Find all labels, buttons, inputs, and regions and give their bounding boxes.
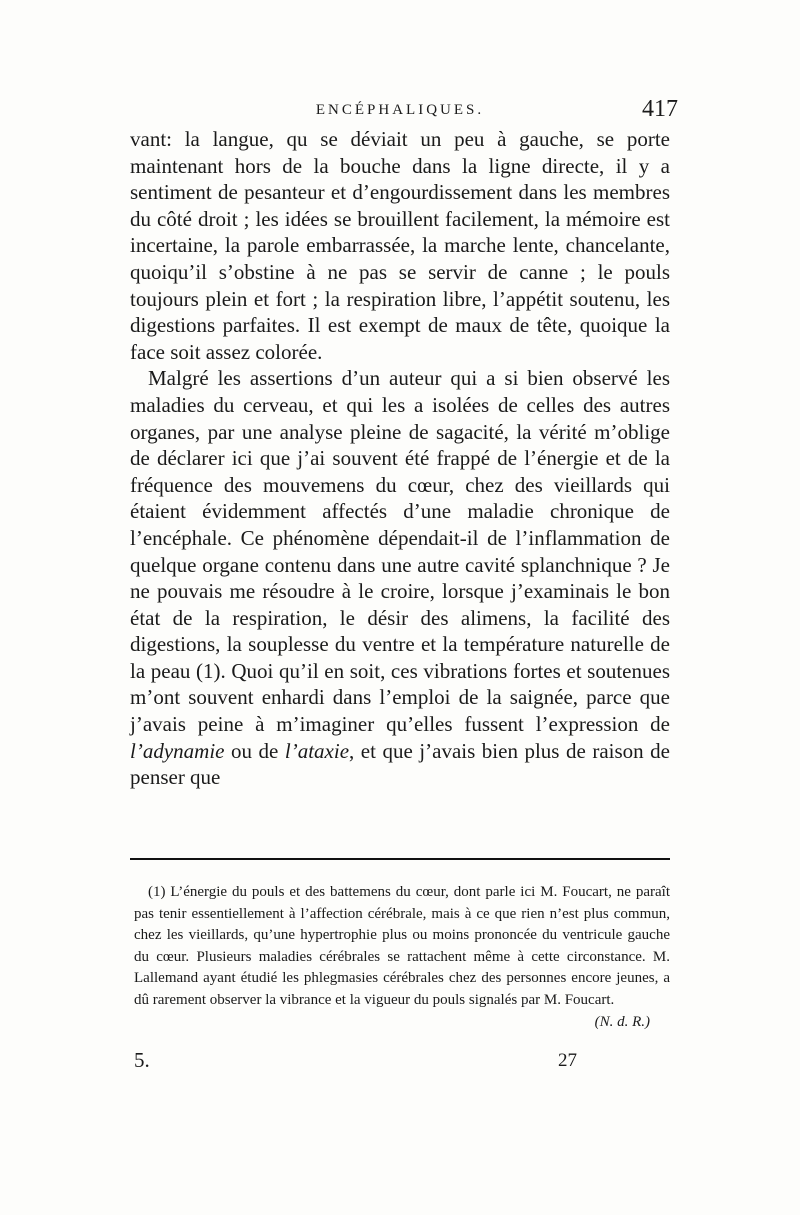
footnote-divider [130, 858, 670, 860]
paragraph-text: Malgré les assertions d’un auteur qui a si bien observé les maladies du cerveau, et qui les a isolées de celles des autres organes, par une analyse pleine de sagacité, la vérité m’oblige de déclarer ici que j’ai souvent été frappé de l’énergie et de la fréquence des mouvemens du cœur, chez des vieillards qui étaient évidemment affectés d’une maladie chronique de l’encéphale. Ce phénomène dépendait-il de l’inflammation de quelque organe contenu dans une autre cavité splanchnique ? Je ne pouvais me résoudre à le croire, lorsque j’examinais le bon état de la respiration, le désir des alimens, la facilité des digestions, la souplesse du ventre et la température naturelle de la peau (1). Quoi qu’il en soit, ces vibrations fortes et soutenues m’ont souvent enhardi dans l’emploi de la saignée, parce que j’avais peine à m’imaginer qu’elles fussent l’expression de [130, 366, 670, 737]
italic-term: l’ataxie [284, 738, 350, 763]
paragraph-text: , et que j’avais bien plus de raison de penser que [130, 738, 671, 790]
running-title: ENCÉPHALIQUES. [315, 102, 485, 118]
editor-signature: (N. d. R.) [594, 1013, 650, 1030]
body-text [130, 126, 670, 791]
paragraph-text: ou de [224, 738, 285, 763]
italic-term: l’adynamie [130, 738, 225, 763]
paragraph [130, 365, 670, 791]
paragraph-continuation: vant: la langue, qu se déviait un peu à gauche, se porte maintenant hors de la bouche dans la ligne directe, il y a sentiment de pesanteur et d’engourdissement dans les membres du côté droit ; les idées se brouillent facilement, la mémoire est incertaine, la parole embarrassée, la marche lente, chancelante, quoiqu’il s’obstine à ne pas se servir de canne ; le pouls toujours plein et fort ; la respiration libre, l’appétit soutenu, les digestions parfaites. Il est exempt de maux de tête, quoique la face soit assez colorée. [130, 127, 670, 364]
footnote [134, 882, 670, 1033]
volume-signature: 5. [134, 1048, 150, 1072]
page-number: 417 [642, 96, 678, 122]
sheet-signature: 27 [558, 1050, 577, 1071]
footnote-text: (1) L’énergie du pouls et des battemens du cœur, dont parle ici M. Foucart, ne paraît pas tenir essentiellement à l’affection cérébrale, mais à ce que rien n’est plus commun, chez les vieillards, qu’une hypertrophie plus ou moins prononcée du ventricule gauche du cœur. Plusieurs maladies cérébrales se rattachent même à cette circonstance. M. Lallemand ayant étudié les phlegmasies cérébrales chez des personnes encore jeunes, a dû rarement observer la vibrance et la vigueur du pouls signalés par M. Foucart. [134, 884, 670, 1008]
